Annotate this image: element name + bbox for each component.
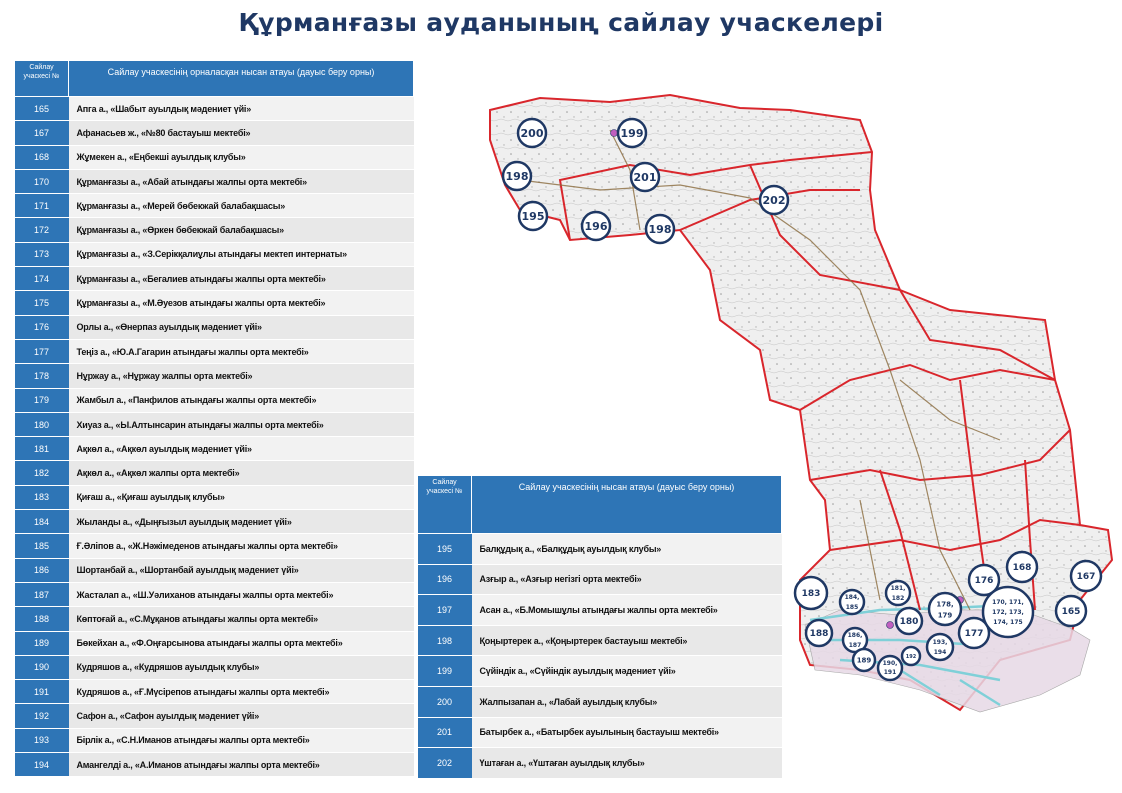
- table-row: [15, 485, 414, 509]
- precinct-marker-label: 194: [933, 649, 947, 657]
- precinct-number: 193: [15, 728, 69, 752]
- precinct-marker-label: 167: [1076, 572, 1096, 583]
- table-row: [15, 607, 414, 631]
- precinct-location: Кудряшов а., «Ғ.Мүсірепов атындағы жалпы орта мектебі»: [69, 680, 414, 704]
- precinct-number: 177: [15, 339, 69, 363]
- precinct-location: Құрманғазы а., «М.Әуезов атындағы жалпы орта мектебі»: [69, 291, 414, 315]
- precinct-location: Жұмекен а., «Еңбекші ауылдық клубы»: [69, 145, 414, 169]
- precinct-number: 202: [418, 748, 472, 779]
- table-row: [15, 753, 414, 777]
- table-row: [15, 437, 414, 461]
- precinct-location: Қиғаш а., «Қиғаш ауылдық клубы»: [69, 485, 414, 509]
- precinct-marker-label: 187: [848, 642, 862, 650]
- header-precinct-location: Сайлау учаскесінің нысан атауы (дауыс беру орны): [472, 476, 782, 534]
- precinct-number: 181: [15, 437, 69, 461]
- table-row: [15, 534, 414, 558]
- table-row: [15, 291, 414, 315]
- table-row: [15, 728, 414, 752]
- precinct-marker-label: 198: [505, 169, 529, 183]
- table-row: [15, 655, 414, 679]
- precinct-number: 197: [418, 595, 472, 626]
- precinct-marker-label: 172, 173,: [992, 609, 1024, 617]
- table-row: [15, 704, 414, 728]
- precinct-number: 184: [15, 510, 69, 534]
- precinct-marker-label: 195: [521, 209, 545, 223]
- precinct-marker-label: 184,: [844, 594, 860, 602]
- precinct-location: Сүйіндік а., «Сүйіндік ауылдық мәдениет үйі»: [472, 656, 782, 687]
- precinct-number: 186: [15, 558, 69, 582]
- precinct-number: 182: [15, 461, 69, 485]
- precinct-location: Құрманғазы а., «Бегалиев атындағы жалпы орта мектебі»: [69, 267, 414, 291]
- precinct-location: Орлы а., «Өнерпаз ауылдық мәдениет үйі»: [69, 315, 414, 339]
- precinct-location: Ғ.Әліпов а., «Ж.Нәжімеденов атындағы жалпы орта мектебі»: [69, 534, 414, 558]
- precinct-location: Апга а., «Шабыт ауылдық мәдениет үйі»: [69, 97, 414, 121]
- table-row: [15, 242, 414, 266]
- precinct-number: 185: [15, 534, 69, 558]
- precinct-marker-label: 180: [899, 617, 919, 628]
- precinct-number: 179: [15, 388, 69, 412]
- precinct-location: Үштаған а., «Үштаған ауылдық клубы»: [472, 748, 782, 779]
- precinct-location: Ақкөл а., «Ақкөл жалпы орта мектебі»: [69, 461, 414, 485]
- precinct-number: 175: [15, 291, 69, 315]
- precinct-number: 188: [15, 607, 69, 631]
- precinct-number: 167: [15, 121, 69, 145]
- table-row: [15, 339, 414, 363]
- precinct-location: Бірлік а., «С.Н.Иманов атындағы жалпы орта мектебі»: [69, 728, 414, 752]
- precinct-number: 183: [15, 485, 69, 509]
- precinct-marker-label: 176: [974, 576, 994, 587]
- precinct-number: 195: [418, 534, 472, 565]
- precinct-number: 176: [15, 315, 69, 339]
- precinct-marker-label: 196: [584, 219, 608, 233]
- table-row: [15, 315, 414, 339]
- precinct-location: Хиуаз а., «Ы.Алтынсарин атындағы жалпы орта мектебі»: [69, 412, 414, 436]
- precinct-number: 201: [418, 717, 472, 748]
- precinct-marker-label: 190,: [882, 660, 898, 668]
- precinct-location: Нұржау а., «Нұржау жалпы орта мектебі»: [69, 364, 414, 388]
- precinct-marker-label: 183: [801, 589, 821, 600]
- precinct-marker-label: 178,: [936, 600, 954, 609]
- precinct-marker-label: 174, 175: [993, 619, 1023, 627]
- page-title: Құрманғазы ауданының сайлау учаскелері: [238, 8, 884, 37]
- precinct-marker-label: 192: [905, 653, 917, 660]
- precinct-marker-label: 186,: [847, 632, 863, 640]
- precinct-marker-label: 177: [964, 629, 984, 640]
- table-row: [15, 388, 414, 412]
- precinct-location: Сафон а., «Сафон ауылдық мәдениет үйі»: [69, 704, 414, 728]
- table-row: [15, 558, 414, 582]
- table-row: [15, 194, 414, 218]
- precinct-location: Шортанбай а., «Шортанбай ауылдық мәдениет үйі»: [69, 558, 414, 582]
- precinct-marker-label: 188: [809, 629, 829, 640]
- precinct-table-left: [14, 60, 414, 777]
- precinct-marker-label: 170, 171,: [992, 599, 1024, 607]
- precinct-marker-label: 199: [620, 126, 644, 140]
- table-row: [418, 748, 782, 779]
- precinct-marker-label: 201: [633, 170, 657, 184]
- precinct-number: 170: [15, 169, 69, 193]
- precinct-location: Құрманғазы а., «З.Серікқалиұлы атындағы мектеп интернаты»: [69, 242, 414, 266]
- precinct-location: Амангелді а., «А.Иманов атындағы жалпы орта мектебі»: [69, 753, 414, 777]
- precinct-number: 194: [15, 753, 69, 777]
- precinct-number: 174: [15, 267, 69, 291]
- precinct-location: Жыланды а., «Дыңғызыл ауылдық мәдениет үйі»: [69, 510, 414, 534]
- precinct-marker-label: 165: [1061, 607, 1081, 618]
- precinct-number: 199: [418, 656, 472, 687]
- table-row: [15, 412, 414, 436]
- precinct-location: Жалпызапан а., «Лабай ауылдық клубы»: [472, 686, 782, 717]
- precinct-number: 191: [15, 680, 69, 704]
- precinct-marker-label: 191: [883, 669, 897, 677]
- header-precinct-number: Сайлау учаскесі №: [15, 61, 69, 97]
- precinct-location: Құрманғазы а., «Мерей бөбекжай балабақшасы»: [69, 194, 414, 218]
- precinct-location: Жамбыл а., «Панфилов атындағы жалпы орта мектебі»: [69, 388, 414, 412]
- precinct-number: 178: [15, 364, 69, 388]
- table-row: [15, 267, 414, 291]
- precinct-marker-label: 182: [891, 595, 905, 603]
- precinct-number: 173: [15, 242, 69, 266]
- precinct-number: 189: [15, 631, 69, 655]
- precinct-location: Ақкөл а., «Ақкөл ауылдық мәдениет үйі»: [69, 437, 414, 461]
- table-row: [15, 121, 414, 145]
- precinct-number: 187: [15, 582, 69, 606]
- precinct-marker-label: 202: [762, 193, 786, 207]
- precinct-location: Құрманғазы а., «Өркен бөбекжай балабақшасы»: [69, 218, 414, 242]
- precinct-number: 171: [15, 194, 69, 218]
- precinct-location: Батырбек а., «Батырбек ауылының бастауыш мектебі»: [472, 717, 782, 748]
- precinct-location: Көптоғай а., «С.Мұқанов атындағы жалпы орта мектебі»: [69, 607, 414, 631]
- precinct-location: Афанасьев ж., «№80 бастауыш мектебі»: [69, 121, 414, 145]
- precinct-number: 200: [418, 686, 472, 717]
- precinct-number: 165: [15, 97, 69, 121]
- precinct-location: Жасталап а., «Ш.Уәлиханов атындағы жалпы орта мектебі»: [69, 582, 414, 606]
- district-map: [480, 80, 1120, 720]
- precinct-number: 172: [15, 218, 69, 242]
- table-row: [15, 145, 414, 169]
- precinct-location: Асан а., «Б.Момышұлы атындағы жалпы орта мектебі»: [472, 595, 782, 626]
- table-row: [15, 97, 414, 121]
- header-precinct-number: Сайлау учаскесі №: [418, 476, 472, 534]
- precinct-marker: [929, 593, 961, 625]
- table-row: [418, 717, 782, 748]
- table-row: [15, 680, 414, 704]
- precinct-number: 198: [418, 625, 472, 656]
- precinct-marker-label: 198: [648, 222, 672, 236]
- precinct-location: Балқұдық а., «Балқұдық ауылдық клубы»: [472, 534, 782, 565]
- precinct-marker-label: 181,: [890, 585, 906, 593]
- precinct-location: Қоңыртерек а., «Қоңыртерек бастауыш мектебі»: [472, 625, 782, 656]
- precinct-location: Азғыр а., «Азғыр негізгі орта мектебі»: [472, 564, 782, 595]
- precinct-number: 196: [418, 564, 472, 595]
- precinct-marker-label: 185: [845, 604, 859, 612]
- precinct-location: Құрманғазы а., «Абай атындағы жалпы орта мектебі»: [69, 169, 414, 193]
- precinct-marker-label: 168: [1012, 563, 1032, 574]
- precinct-number: 168: [15, 145, 69, 169]
- precinct-location: Кудряшов а., «Кудряшов ауылдық клубы»: [69, 655, 414, 679]
- table-row: [15, 582, 414, 606]
- precinct-marker-label: 200: [520, 126, 544, 140]
- table-row: [15, 461, 414, 485]
- table-row: [15, 631, 414, 655]
- precinct-location: Бөкейхан а., «Ф.Оңғарсынова атындағы жалпы орта мектебі»: [69, 631, 414, 655]
- precinct-marker-label: 179: [937, 611, 953, 620]
- precinct-marker-label: 189: [856, 656, 872, 665]
- header-precinct-location: Сайлау учаскесінің орналасқан нысан атауы (дауыс беру орны): [69, 61, 414, 97]
- precinct-location: Теңіз а., «Ю.А.Гагарин атындағы жалпы орта мектебі»: [69, 339, 414, 363]
- table-row: [15, 364, 414, 388]
- table-row: [15, 218, 414, 242]
- table-row: [15, 510, 414, 534]
- precinct-number: 192: [15, 704, 69, 728]
- precinct-number: 190: [15, 655, 69, 679]
- precinct-marker-label: 193,: [932, 639, 948, 647]
- table-row: [15, 169, 414, 193]
- precinct-number: 180: [15, 412, 69, 436]
